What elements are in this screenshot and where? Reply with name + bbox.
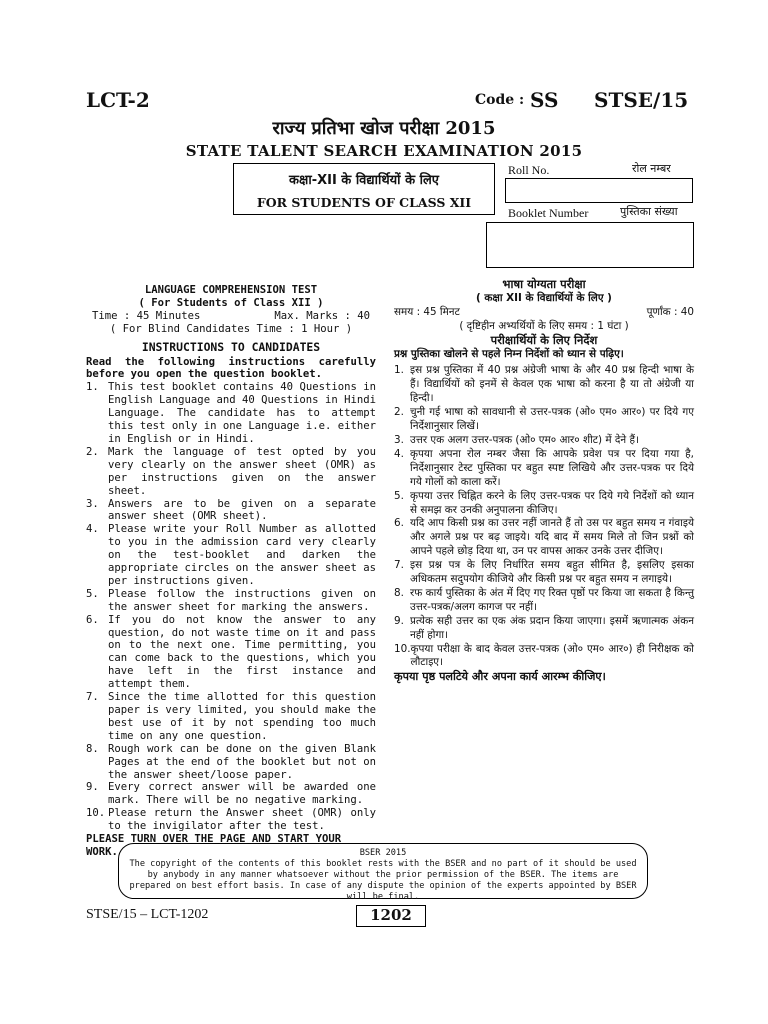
english-instructions-heading: INSTRUCTIONS TO CANDIDATES [141,339,321,354]
english-item [86,691,376,743]
hindi-marks: पूर्णांक : 40 [646,305,694,318]
roll-no-label-hindi: रोल नम्बर [632,162,671,175]
hindi-instructions-heading: परीक्षार्थियों के लिए निर्देश [490,332,598,347]
booklet-number-field[interactable] [486,222,694,268]
english-item-number: 8. [86,742,99,755]
hindi-item [394,587,694,615]
hindi-item [394,434,694,448]
english-item-number: 9. [86,781,99,794]
class-english: FOR STUDENTS OF CLASS XII [256,195,472,210]
english-item-text: Answers are to be given on a separate answer sheet (OMR sheet). [108,497,376,523]
english-item-number: 2. [86,445,99,458]
hindi-item-text: कृपया उत्तर चिह्नित करने के लिए उत्तर-पत्रक पर दिये गये निर्देशों को ध्यान से समझ कर उनकी अनुपालना कीजिए। [410,489,694,516]
notice-text: The copyright of the contents of this booklet rests with the BSER and no part of it should be used by anybody in any manner whatsoever without the prior permission of the BSER. The items are prepared on best effort basis. In case of any dispute the opinion of the experts appointed by BSER will be final. [129,859,637,902]
hindi-item-number: 9. [394,614,404,627]
hindi-time: समय : 45 मिनट [394,305,460,318]
footer-number: 1202 [356,905,426,927]
title-english: STATE TALENT SEARCH EXAMINATION 2015 [185,142,583,160]
hindi-item-text: यदि आप किसी प्रश्न का उत्तर नहीं जानते हैं तो उस पर बहुत समय न गंवाइये और अगले प्रश्न पर बढ़ जाइये। यदि बाद में समय मिले तो जिन प्रश्नों को आपने पहले छोड़ दिया था, उन पर वापस आकर उनके उत्तर दीजिए। [410,517,694,558]
hindi-item [394,643,694,671]
english-item-text: Please follow the instructions given on the answer sheet for marking the answers. [108,587,376,613]
hindi-item-text: रफ कार्य पुस्तिका के अंत में दिए गए रिक्त पृष्ठों पर किया जा सकता है किन्तु उत्तर-पत्रक/अलग कागज पर नहीं। [410,586,694,613]
hindi-time-marks [394,306,694,320]
hindi-item [394,615,694,643]
english-item-number: 6. [86,613,99,626]
english-item [86,446,376,498]
hindi-item-text: इस प्रश्न पुस्तिका में 40 प्रश्न अंग्रेजी भाषा के और 40 प्रश्न हिन्दी भाषा के हैं। विद्यार्थियों को इनमें से केवल एक भाषा को करना है या तो अंग्रेजी या हिन्दी। [410,364,694,405]
english-item-text: Since the time allotted for this question paper is very limited, you should make the best use of it by not spending too much time on any one question. [108,691,376,742]
hindi-item-text: कृपया अपना रोल नम्बर जैसा कि आपके प्रवेश पत्र पर दिया गया है, निर्देशानुसार टेस्ट पुस्तिका पर बहुत स्पष्ट लिखिये और उत्तर-पत्रक पर दिये गये गोलों को काला करें। [410,447,694,488]
paper-code: STSE/15 [594,88,689,112]
footer-code: STSE/15 – LCT-1202 [86,907,209,922]
english-time-marks [86,310,376,323]
english-instruction-list [86,381,376,833]
hindi-instruction-list [394,364,694,670]
english-item-number: 5. [86,587,99,600]
booklet-number-label-hindi: पुस्तिका संख्या [620,205,678,218]
english-marks: Max. Marks : 40 [274,309,370,322]
english-item-number: 1. [86,381,99,394]
title-hindi: राज्य प्रतिभा खोज परीक्षा 2015 [272,118,496,139]
copyright-notice [118,843,648,902]
english-item-number: 7. [86,691,99,704]
english-item-number: 4. [86,523,99,536]
english-closing: PLEASE TURN OVER THE PAGE AND START YOUR WORK. [86,833,342,858]
hindi-item-number: 1. [394,364,404,377]
english-time: Time : 45 Minutes [92,309,201,322]
hindi-blind-note: ( दृष्टिहीन अभ्यर्थियों के लिए समय : 1 घंटा ) [459,319,629,332]
booklet-number-label: Booklet Number [508,206,589,220]
english-subheading: ( For Students of Class XII ) [138,296,324,309]
hindi-item-text: उत्तर एक अलग उत्तर-पत्रक (ओ० एम० आर० शीट) में देने हैं। [410,433,639,446]
class-hindi: कक्षा-XII के विद्यार्थियों के लिए [289,173,439,188]
english-intro: Read the following instructions carefully before you open the question booklet. [86,355,376,381]
english-instructions [86,284,376,859]
english-item-text: Rough work can be done on the given Blank Pages at the end of the booklet but not on the answer sheet/loose paper. [108,742,376,781]
english-item [86,743,376,782]
hindi-item [394,559,694,587]
english-item [86,781,376,807]
english-item-text: Every correct answer will be awarded one mark. There will be no negative marking. [108,781,376,807]
hindi-item [394,406,694,434]
hindi-closing: कृपया पृष्ठ पलटिये और अपना कार्य आरम्भ कीजिए। [394,670,606,684]
class-box [233,163,495,215]
english-item-text: Mark the language of test opted by you very clearly on the answer sheet (OMR) as per instructions given on the answer sheet. [108,445,376,497]
code-value: SS [530,88,559,112]
code-label: Code : [475,92,525,108]
hindi-item-number: 5. [394,489,404,502]
hindi-item-number: 10. [394,642,411,655]
hindi-instructions [394,278,694,684]
english-item [86,614,376,691]
hindi-item [394,364,694,406]
hindi-subheading: ( कक्षा XII के विद्यार्थियों के लिए ) [476,291,612,304]
roll-no-field[interactable] [505,178,693,203]
hindi-item [394,490,694,518]
english-item [86,381,376,446]
roll-no-label: Roll No. [508,163,550,177]
english-heading: LANGUAGE COMPREHENSION TEST [144,284,318,296]
hindi-item-number: 4. [394,447,404,460]
hindi-item [394,517,694,559]
english-item-text: Please return the Answer sheet (OMR) only to the invigilator after the test. [108,807,376,833]
hindi-item-text: चुनी गई भाषा को सावधानी से उत्तर-पत्रक (ओ० एम० आर०) पर दिये गए निर्देशानुसार लिखें। [410,406,694,433]
hindi-item-number: 2. [394,406,404,419]
hindi-intro: प्रश्न पुस्तिका खोलने से पहले निम्न निर्देशों को ध्यान से पढ़िए। [394,347,624,360]
english-item-text: If you do not know the answer to any question, do not waste time on it and pass on to the next one. Time permitting, you can come back to the questions, which you have left in the first instance and attempt them. [108,613,376,691]
hindi-heading: भाषा योग्यता परीक्षा [502,277,586,291]
english-item [86,498,376,524]
english-item-text: This test booklet contains 40 Questions in English Language and 40 Questions in Hindi Language. The candidate has to attempt this test only in one Language i.e. either in English or in Hindi. [108,381,376,445]
english-item-text: Please write your Roll Number as allotted to you in the admission card very clearly on the test-booklet and darken the appropriate circles on the answer sheet as per instructions given. [108,523,376,587]
hindi-item-text: इस प्रश्न पत्र के लिए निर्धारित समय बहुत सीमित है, इसलिए इसका अधिकतम सदुपयोग कीजिये और किसी प्रश्न पर बहुत समय न लगाइये। [410,559,694,586]
english-blind-note: ( For Blind Candidates Time : 1 Hour ) [109,322,353,335]
hindi-item-number: 3. [394,433,404,446]
hindi-item-text: प्रत्येक सही उत्तर का एक अंक प्रदान किया जाएगा। इसमें ऋणात्मक अंकन नहीं होगा। [410,614,694,641]
english-item [86,588,376,614]
english-item [86,807,376,833]
english-item-number: 3. [86,497,99,510]
hindi-item-number: 7. [394,559,404,572]
notice-title: BSER 2015 [359,848,407,858]
hindi-item-number: 6. [394,517,404,530]
hindi-item-text: कृपया परीक्षा के बाद केवल उत्तर-पत्रक (ओ० एम० आर०) ही निरीक्षक को लौटाइए। [410,642,694,669]
english-item [86,523,376,588]
lct-code: LCT-2 [86,88,150,112]
hindi-item [394,448,694,490]
english-item-number: 10. [86,807,106,820]
hindi-item-number: 8. [394,586,404,599]
